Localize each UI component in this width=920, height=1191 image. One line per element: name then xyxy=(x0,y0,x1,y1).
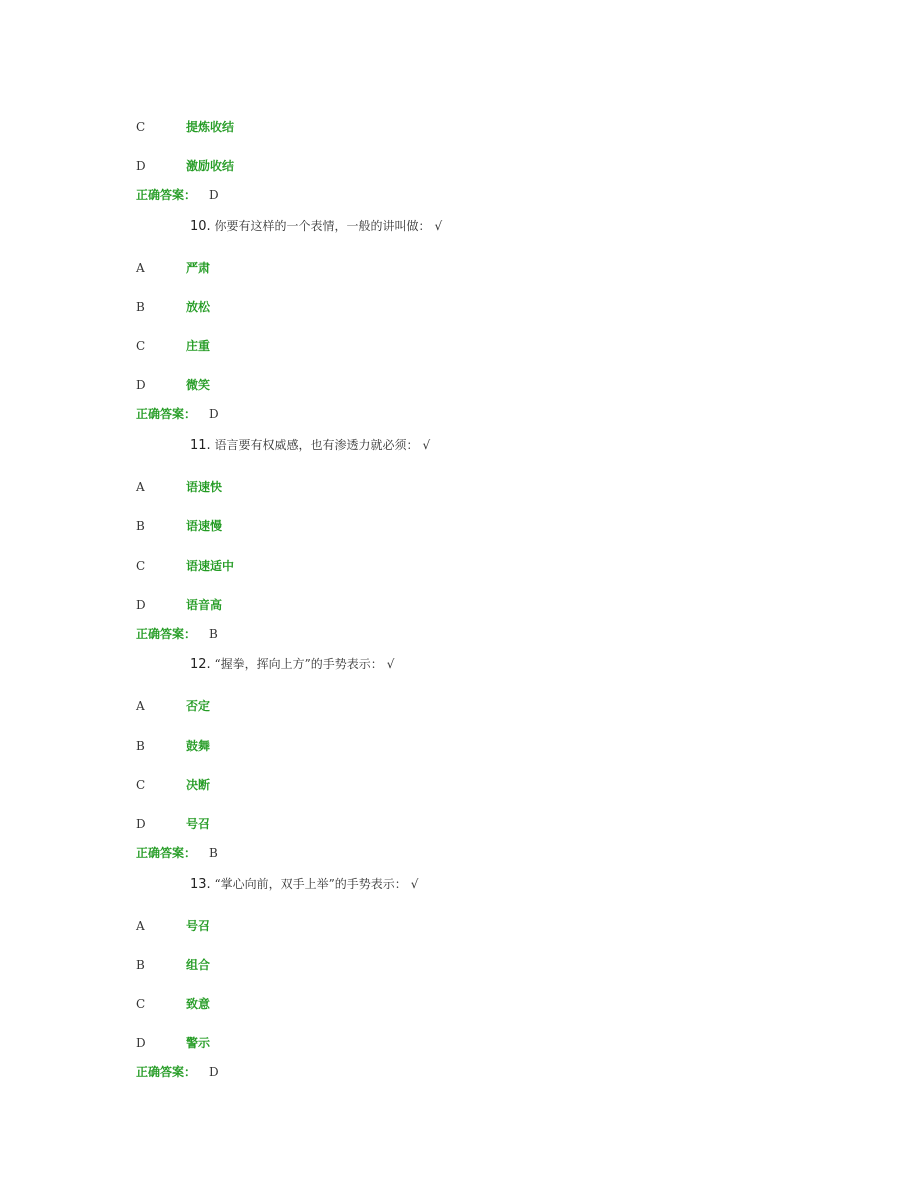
correct-answer-value: D xyxy=(209,188,219,202)
option-row xyxy=(0,298,920,316)
option-text: 决断 xyxy=(186,778,211,792)
option-letter: B xyxy=(136,519,145,533)
question-row xyxy=(0,217,920,235)
option-row xyxy=(0,697,920,715)
checkmark-icon: √ xyxy=(422,438,431,452)
option-row xyxy=(0,557,920,575)
question-row xyxy=(0,875,920,893)
correct-answer-label: 正确答案： xyxy=(136,846,197,860)
option-row xyxy=(0,1034,920,1052)
checkmark-icon: √ xyxy=(410,877,419,891)
option-letter: B xyxy=(136,739,145,753)
checkmark-icon: √ xyxy=(434,219,443,233)
option-letter: A xyxy=(136,261,145,275)
option-letter: C xyxy=(136,559,146,573)
option-row xyxy=(0,337,920,355)
option-text: 号召 xyxy=(186,919,211,933)
option-row xyxy=(0,596,920,614)
correct-answer-value: D xyxy=(209,407,219,421)
question-number: 10. xyxy=(190,219,211,234)
option-text: 语速慢 xyxy=(186,519,223,533)
option-letter: D xyxy=(136,1036,146,1050)
option-letter: A xyxy=(136,699,145,713)
correct-answer-row xyxy=(0,405,920,423)
option-row xyxy=(0,776,920,794)
option-text: 警示 xyxy=(186,1036,211,1050)
option-letter: C xyxy=(136,120,146,134)
option-row xyxy=(0,737,920,755)
option-row xyxy=(0,917,920,935)
option-letter: A xyxy=(136,919,145,933)
question-text xyxy=(190,436,430,455)
option-row xyxy=(0,815,920,833)
option-row xyxy=(0,995,920,1013)
option-text: 号召 xyxy=(186,817,211,831)
question-prompt: 你要有这样的一个表情，一般的讲叫做： xyxy=(214,219,431,233)
option-text: 否定 xyxy=(186,699,211,713)
option-letter: A xyxy=(136,480,145,494)
question-row xyxy=(0,436,920,454)
correct-answer-label: 正确答案： xyxy=(136,1065,197,1079)
option-row xyxy=(0,376,920,394)
option-row xyxy=(0,259,920,277)
option-text: 放松 xyxy=(186,300,211,314)
question-text xyxy=(190,217,442,236)
correct-answer-row xyxy=(0,186,920,204)
option-row xyxy=(0,517,920,535)
option-text: 庄重 xyxy=(186,339,211,353)
option-row xyxy=(0,956,920,974)
option-row xyxy=(0,478,920,496)
option-text: 致意 xyxy=(186,997,211,1011)
option-text: 语音高 xyxy=(186,598,223,612)
correct-answer-value: D xyxy=(209,1065,219,1079)
correct-answer-row xyxy=(0,625,920,643)
question-text xyxy=(190,655,394,674)
correct-answer-row xyxy=(0,844,920,862)
question-prompt: “握拳，挥向上方”的手势表示： xyxy=(214,657,383,671)
option-text: 提炼收结 xyxy=(186,120,235,134)
option-letter: D xyxy=(136,159,146,173)
option-text: 激励收结 xyxy=(186,159,235,173)
question-number: 12. xyxy=(190,657,211,672)
option-letter: C xyxy=(136,997,146,1011)
option-text: 鼓舞 xyxy=(186,739,211,753)
question-text xyxy=(190,875,418,894)
correct-answer-label: 正确答案： xyxy=(136,188,197,202)
checkmark-icon: √ xyxy=(386,657,395,671)
correct-answer-label: 正确答案： xyxy=(136,627,197,641)
question-row xyxy=(0,655,920,673)
option-letter: C xyxy=(136,339,146,353)
option-letter: C xyxy=(136,778,146,792)
question-prompt: “掌心向前，双手上举”的手势表示： xyxy=(214,877,407,891)
correct-answer-value: B xyxy=(209,627,218,641)
option-text: 语速快 xyxy=(186,480,223,494)
option-letter: B xyxy=(136,300,145,314)
option-letter: D xyxy=(136,598,146,612)
question-prompt: 语言要有权威感，也有渗透力就必须： xyxy=(214,438,419,452)
option-row xyxy=(0,157,920,175)
question-number: 11. xyxy=(190,438,211,453)
question-number: 13. xyxy=(190,877,211,892)
correct-answer-label: 正确答案： xyxy=(136,407,197,421)
option-letter: D xyxy=(136,817,146,831)
option-text: 微笑 xyxy=(186,378,211,392)
option-row xyxy=(0,118,920,136)
option-text: 语速适中 xyxy=(186,559,235,573)
option-text: 组合 xyxy=(186,958,211,972)
option-letter: B xyxy=(136,958,145,972)
correct-answer-value: B xyxy=(209,846,218,860)
option-letter: D xyxy=(136,378,146,392)
option-text: 严肃 xyxy=(186,261,211,275)
correct-answer-row xyxy=(0,1063,920,1081)
